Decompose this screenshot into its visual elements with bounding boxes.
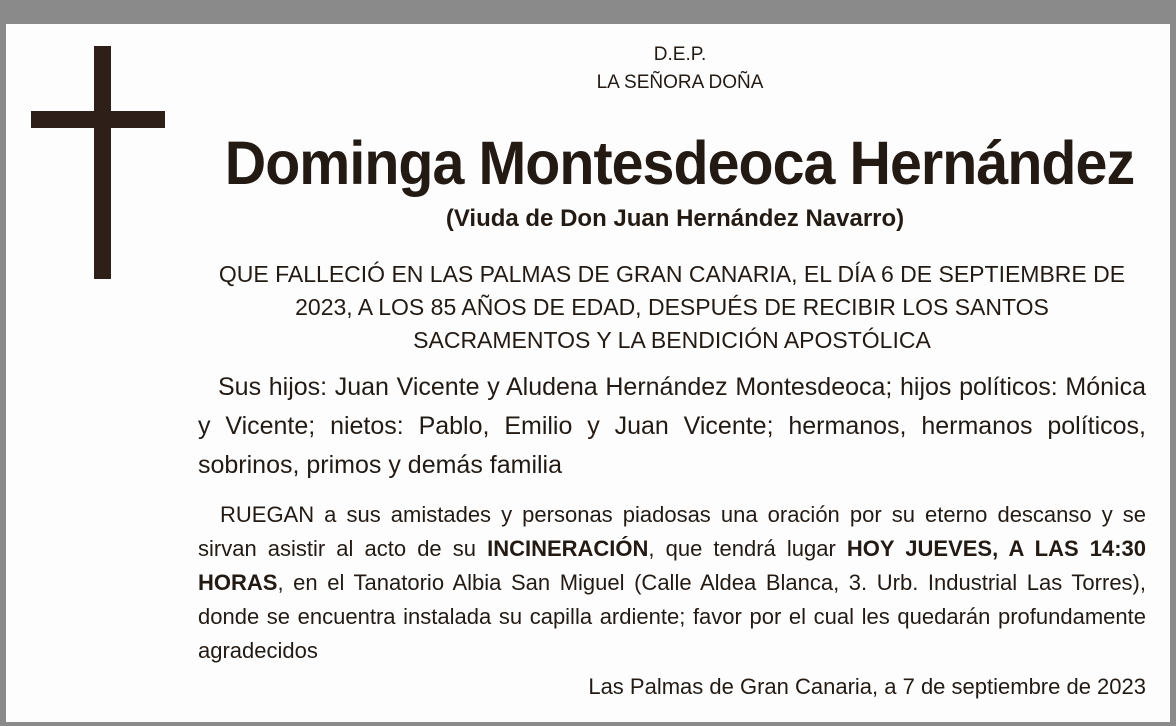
dep-label: D.E.P.: [653, 44, 707, 65]
request-paragraph: [198, 498, 1146, 668]
death-notice-line: 2023, A LOS 85 AÑOS DE EDAD, DESPUÉS DE RECIBIR LOS SANTOS: [295, 294, 1049, 320]
family-paragraph: [198, 368, 1146, 485]
death-notice-line: SACRAMENTOS Y LA BENDICIÓN APOSTÓLICA: [413, 327, 931, 353]
widow-of-line: (Viuda de Don Juan Hernández Navarro): [445, 205, 905, 232]
honorific-label: LA SEÑORA DOÑA: [596, 72, 764, 93]
ceremony-time: HOY JUEVES, A LAS 14:30 HORAS: [198, 536, 1146, 595]
death-notice: [200, 258, 1144, 357]
place-date: Las Palmas de Gran Canaria, a 7 de septiembre de 2023: [588, 674, 1146, 699]
death-notice-line: QUE FALLECIÓ EN LAS PALMAS DE GRAN CANARIA, EL DÍA 6 DE SEPTIEMBRE DE: [218, 261, 1126, 287]
cross-icon-bar: [31, 111, 165, 128]
request-text: , en el Tanatorio Albia San Miguel (Calle Aldea Blanca, 3. Urb. Industrial Las Torres), donde se encuentra instalada su capilla ardiente; favor por el cual les quedarán profundamente agradecidos: [198, 570, 1146, 663]
request-text: , que tendrá lugar: [648, 536, 847, 561]
deceased-name: Dominga Montesdeoca Hernández: [224, 129, 1135, 197]
family-text: Sus hijos: Juan Vicente y Aludena Hernández Montesdeoca; hijos políticos: Mónica y Vicente; nietos: Pablo, Emilio y Juan Vicente; hermanos, hermanos políticos, sobrinos, primos y demás familia: [198, 373, 1146, 479]
request-text: RUEGAN a sus amistades y personas piadosas una oración por su eterno descanso y se sirvan asistir al acto de su: [198, 502, 1146, 561]
ceremony-type: INCINERACIÓN: [487, 536, 649, 561]
obituary-notice: [6, 24, 1170, 722]
